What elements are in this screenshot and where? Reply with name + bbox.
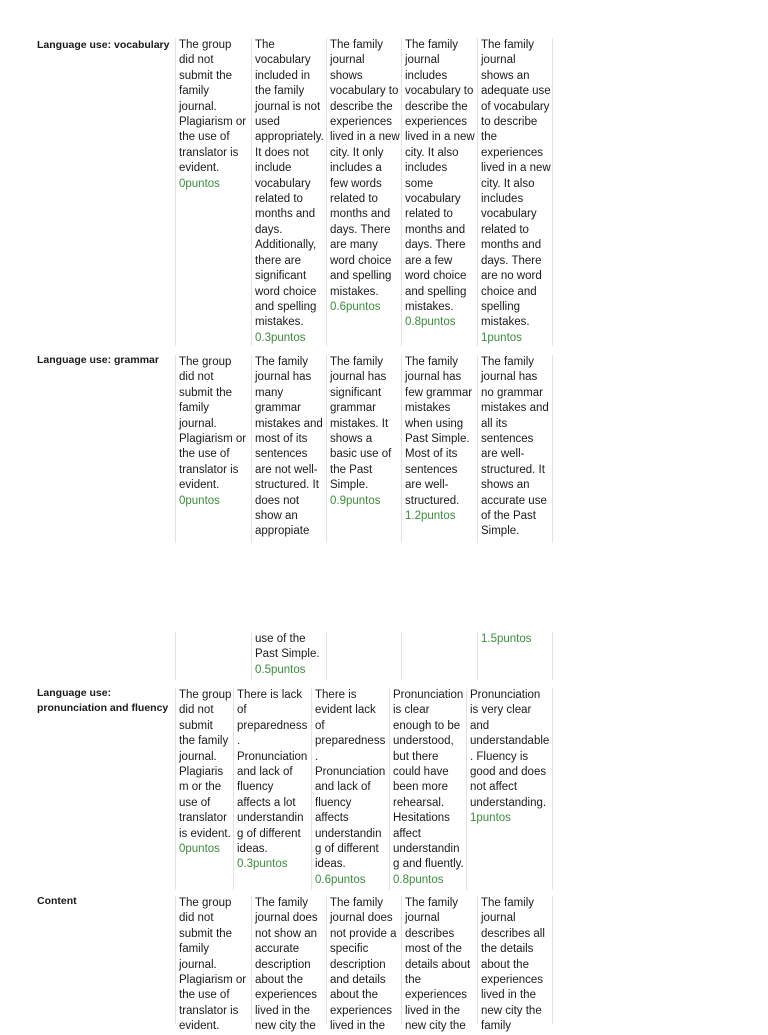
rubric-cell: [175, 688, 233, 890]
criterion-grammar: Language use: grammar: [37, 354, 159, 366]
cell-description: Pronunciation is clear enough to be understood, but there could have been more rehearsal. Hesitations affect understandin g and fluently.: [393, 689, 464, 871]
cell-description: The vocabulary included in the family journal is not used appropriately. It does not include vocabulary related to months and days. Additionally, there are significant word choice and spelling mistakes.: [255, 39, 324, 329]
criterion-pronunciation: Language use: pronunciation and fluency: [37, 687, 169, 714]
cell-points: 1puntos: [481, 331, 522, 344]
cell-description: The family journal describes most of the details about the experiences lived in the new city the: [405, 897, 471, 1033]
rubric-cell: [326, 632, 401, 680]
rubric-cell: [401, 355, 477, 543]
cell-description: The group did not submit the family journal. Plagiarism or the use of translator is evident.: [179, 39, 247, 175]
cell-description: use of the Past Simple.: [255, 633, 320, 661]
cell-points: 0.6puntos: [330, 300, 381, 313]
rubric-cell: [401, 632, 477, 680]
cell-description: The family journal has significant grammar mistakes. It shows a basic use of the Past Simple.: [330, 356, 392, 492]
cell-points: 0.9puntos: [330, 494, 381, 507]
cell-description: The family journal does not show an accurate description about the experiences lived in the new city the: [255, 897, 318, 1033]
rubric-cell: [311, 688, 389, 890]
cell-description: There is lack of preparedness . Pronunciation and lack of fluency affects a lot understandin g of different ideas.: [237, 689, 308, 856]
rubric-cell: [477, 355, 553, 543]
rubric-cell: [477, 38, 553, 346]
rubric-cell: [326, 355, 401, 543]
rubric-cell: [466, 688, 553, 890]
cell-points: 0puntos: [179, 177, 220, 190]
cell-description: The group did not submit the family journal. Plagiarism or the use of translator is evident.: [179, 356, 247, 492]
cell-description: There is evident lack of preparedness . Pronunciation and lack of fluency affects understandin g of different ideas.: [315, 689, 386, 871]
criterion-vocabulary: Language use: vocabulary: [37, 39, 170, 51]
rubric-cell: [251, 38, 326, 346]
cell-points: 0.8puntos: [393, 873, 444, 886]
cell-points: 0.8puntos: [405, 316, 456, 329]
cell-points: 0.3puntos: [255, 331, 306, 344]
cell-description: The group did not submit the family journal. Plagiaris m or the use of translator is evident.: [179, 689, 232, 840]
rubric-cell: [175, 38, 251, 346]
cell-description: The family journal has no grammar mistakes and all its sentences are well- structured. It shows an accurate use of the Past Simple.: [481, 356, 549, 538]
cell-description: Pronunciation is very clear and understandable . Fluency is good and does not affect understanding.: [470, 689, 550, 809]
rubric-cell: [233, 688, 311, 890]
cell-points: 0.6puntos: [315, 873, 366, 886]
rubric-cell: [401, 38, 477, 346]
cell-points: 0.3puntos: [237, 858, 288, 871]
cell-points: 0puntos: [179, 843, 220, 856]
cell-description: The family journal describes all the details about the experiences lived in the new city the family: [481, 897, 545, 1033]
rubric-cell: [251, 896, 326, 1033]
cell-description: The group did not submit the family journal. Plagiarism or the use of translator is evident.: [179, 897, 247, 1033]
criterion-content: Content: [37, 895, 77, 907]
rubric-cell: [401, 896, 477, 1033]
cell-points: 0puntos: [179, 494, 220, 507]
rubric-cell: [175, 632, 251, 680]
rubric-cell: [477, 896, 553, 1033]
rubric-cell: [326, 896, 401, 1033]
cell-description: The family journal does not provide a specific description and details about the experiences lived in the: [330, 897, 397, 1033]
rubric-cell: [477, 632, 553, 680]
cell-points: 1.2puntos: [405, 510, 456, 523]
rubric-cell: [175, 355, 251, 543]
cell-description: The family journal includes vocabulary to describe the experiences lived in a new city. It also includes some vocabulary related to months and days. There are a few word choice and spelling mistakes.: [405, 39, 475, 313]
cell-description: The family journal shows vocabulary to describe the experiences lived in a new city. It only includes a few words related to months and days. There are many word choice and spelling mistakes.: [330, 39, 400, 298]
cell-description: The family journal has many grammar mistakes and most of its sentences are not well- structured. It does not show an appropiate: [255, 356, 323, 538]
cell-points: 1puntos: [470, 812, 511, 825]
cell-points: 1.5puntos: [481, 633, 532, 645]
rubric-cell: [251, 355, 326, 543]
rubric-cell: [389, 688, 466, 890]
cell-description: The family journal has few grammar mistakes when using Past Simple. Most of its sentences are well- structured.: [405, 356, 473, 507]
rubric-cell: [175, 896, 251, 1033]
rubric-cell: [326, 38, 401, 346]
cell-description: The family journal shows an adequate use of vocabulary to describe the experiences lived in a new city. It also includes vocabulary related to months and days. There are no word choice and spelling mistakes.: [481, 39, 551, 329]
cell-points: 0.5puntos: [255, 663, 306, 676]
rubric-cell: [251, 632, 326, 680]
